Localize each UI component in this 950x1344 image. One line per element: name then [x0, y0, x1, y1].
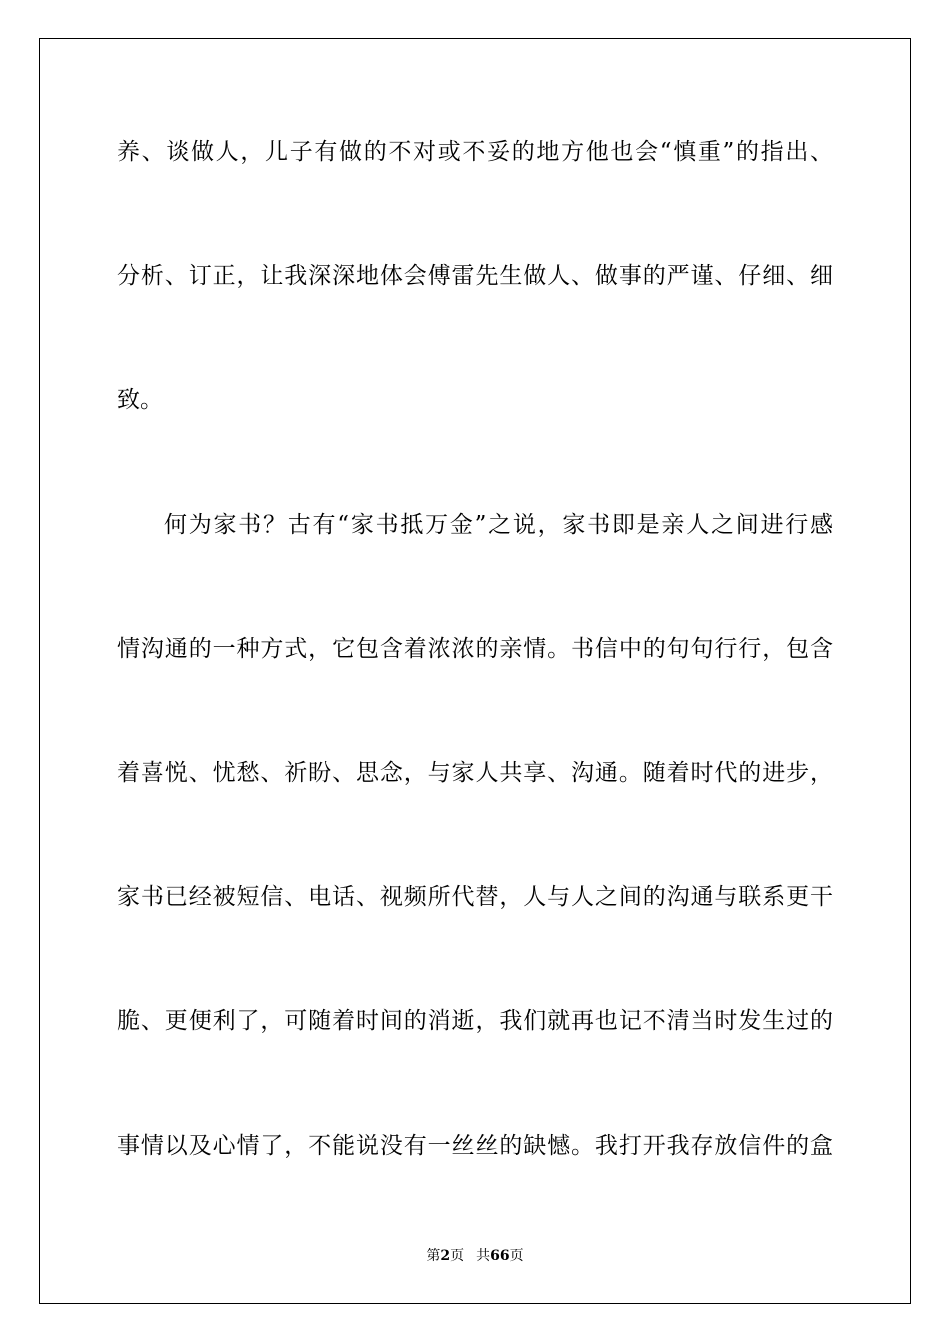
text-line: 脆、更便利了，可随着时间的消逝，我们就再也记不清当时发生过的 [117, 1008, 833, 1034]
page-number: 2 [440, 1248, 451, 1264]
total-pages: 66 [490, 1248, 510, 1264]
text-line: 情沟通的一种方式，它包含着浓浓的亲情。书信中的句句行行，包含 [117, 636, 833, 662]
page-border [39, 38, 911, 1304]
text-line: 致。 [117, 387, 163, 413]
page-footer [0, 1246, 950, 1266]
text-line: 事情以及心情了，不能说没有一丝丝的缺憾。我打开我存放信件的盒 [117, 1133, 833, 1159]
page-suffix: 页 [450, 1248, 465, 1264]
text-line: 着喜悦、忧愁、祈盼、思念，与家人共享、沟通。随着时代的进步， [117, 760, 833, 786]
text-line: 何为家书？古有“家书抵万金”之说，家书即是亲人之间进行感 [164, 512, 833, 538]
total-suffix: 页 [509, 1248, 524, 1264]
text-line: 养、谈做人，儿子有做的不对或不妥的地方他也会“慎重”的指出、 [117, 139, 833, 165]
total-prefix: 共 [476, 1248, 491, 1264]
page-prefix: 第 [426, 1248, 441, 1264]
text-line: 家书已经被短信、电话、视频所代替，人与人之间的沟通与联系更干 [117, 884, 833, 910]
text-line: 分析、订正，让我深深地体会傅雷先生做人、做事的严谨、仔细、细 [117, 263, 833, 289]
